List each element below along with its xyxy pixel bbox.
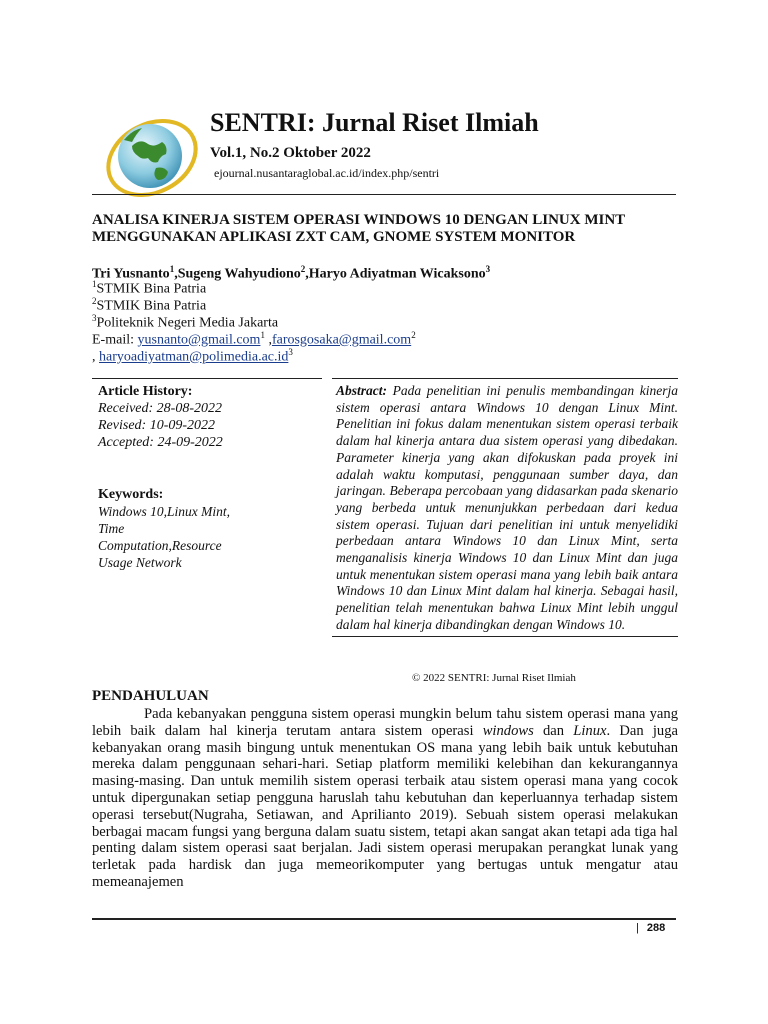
history-revised: Revised: 10-09-2022 [98,418,216,433]
author-sup: 2 [300,264,306,274]
article-title [92,212,692,246]
footer-divider [92,918,676,920]
email-line: , $haryoadiyatman@polimedia.ac.id^3$ [92,347,293,365]
history-received: Received: 28-08-2022 [98,401,222,416]
abstract-label: Abstract: [336,383,388,398]
header-divider [92,194,676,195]
body-text-3: . Dan juga kebanyakan orang masih bingung untuk menentukan OS mana yang lebih baik untuk kebutuhan mereka dalam penggunaan sehari-hari. Setiap platform memiliki kelebihan dan kekurangannya masing-masing. Dan untuk memilih sistem operasi terbaik atau sistem operasi mana yang cocok untuk dipergunakan setiap pengguna haruslah tahu kebutuhan dan keperluannya terhadap sistem operasi tersebut(Nugraha, Setiawan, and Aprilianto 2019). Sebuah sistem operasi melakukan berbagai macam fungsi yang berguna dalam suatu sistem, tetapi akan sangat akan tetapi ada tiga hal penting dalam sistem operasi saat berjalan. Jadi sistem operasi merupakan perangkat lunak yang terletak pada hardisk dan juga memeorikomputer yang bertugas untuk mengatur atau memeanajemen [92,722,678,890]
abstract-box [332,378,678,637]
email-label: E-mail: [92,332,138,348]
email-link[interactable]: haryoadiyatman@polimedia.ac.id [99,349,289,365]
article-title-line-1: ANALISA KINERJA SISTEM OPERASI WINDOWS 10 DENGAN LINUX MINT [92,212,626,228]
affiliation-sup: 1 [92,279,97,289]
page-number-value: 288 [646,922,666,934]
email-sup: 2 [411,330,416,340]
author-name: ,Haryo Adiyatman Wicaksono [305,266,486,282]
email-line: E-mail: yusnanto@gmail.com$^1$ ,farosgosaka@gmail.com$^2$ [92,330,416,348]
author-sup: 3 [485,264,491,274]
email-link[interactable]: yusnanto@gmail.com [137,332,261,348]
email-sup: 1 [260,330,265,340]
copyright-notice: © 2022 SENTRI: Jurnal Riset Ilmiah [412,672,576,684]
affiliation-sup: 3 [92,313,97,323]
email-link[interactable]: farosgosaka@gmail.com [271,332,412,348]
journal-title: SENTRI: Jurnal Riset Ilmiah [210,108,539,137]
abstract-text [332,379,678,636]
body-italic-linux: Linux [573,722,607,739]
author-name: Tri Yusnanto [92,266,170,282]
section-heading: PENDAHULUAN [92,688,209,704]
history-heading: Article History: [98,384,193,399]
affiliation-sup: 2 [92,296,97,306]
affiliation-text: Politeknik Negeri Media Jakarta [96,315,279,331]
journal-logo-globe [104,110,200,206]
keywords-heading: Keywords: [98,487,164,502]
body-text-1: Pada kebanyakan pengguna sistem operasi mungkin belum tahu sistem operasi mana yang lebih baik dalam hal kinerja terutam antara sistem operasi [92,706,678,739]
journal-volume: Vol.1, No.2 Oktober 2022 [210,145,371,161]
affiliation-text: STMIK Bina Patria [96,298,207,314]
author-sup: 1 [169,264,175,274]
author-name: ,Sugeng Wahyudiono [174,266,301,282]
history-accepted: Accepted: 24-09-2022 [98,435,223,450]
affiliation-text: STMIK Bina Patria [96,281,207,297]
email-sup: 3 [288,347,293,357]
affiliation [92,279,206,298]
keywords-text: Windows 10,Linux Mint, Time Computation,Resource Usage Network [98,504,231,570]
journal-url[interactable]: ejournal.nusantaraglobal.ac.id/index.php/sentri [214,166,440,180]
article-meta [92,378,322,571]
body-text-2: dan [533,722,574,739]
page-number [636,922,665,934]
body-paragraph [92,706,678,891]
affiliation [92,313,278,332]
meta-divider [92,378,322,379]
body-italic-windows: windows [482,722,534,739]
footer-separator: | [636,922,639,934]
article-title-line-2: MENGGUNAKAN APLIKASI ZXT CAM, GNOME SYSTEM MONITOR [92,229,576,245]
abstract-body: Pada penelitian ini penulis membandingan kinerja sistem operasi antara Windows 10 dengan Linux Mint. Penelitian ini fokus dalam menentukan sistem operasi terbaik dalam hal kinerja antara dua sistem operasi yang dibedakan. Parameter kinerja yang akan difokuskan pada proyek ini adalah waktu komputasi, penggunaan sumber daya, dan jaringan. Beberapa percobaan yang didasarkan pada skenario yang berbeda untuk menunjukkan perbedaan dari kedua sistem operasi. Tujuan dari penelitian ini untuk menyelidiki perbedaan antara Windows 10 dan Linux Mint, serta menganalisis kinerja Windows 10 dan Linux Mint dan juga untuk menentukan sistem operasi mana yang lebih baik antara Windows 10 dan Linux Mint dalam hal kinerja. Sebagai hasil, penelitian telah menentukan bahwa Linux Mint lebih unggul dalam hal kinerja dibandingkan dengan Windows 10. [336,383,678,632]
affiliation [92,296,206,315]
